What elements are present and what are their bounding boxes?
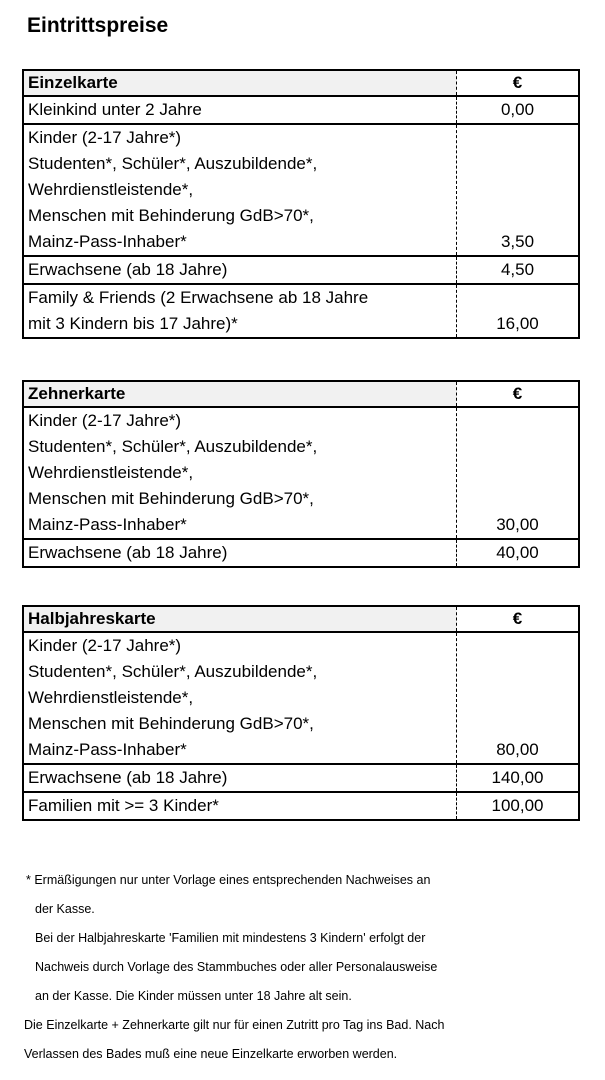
table-row	[23, 96, 579, 124]
row-line: Wehrdienstleistende*,	[28, 688, 194, 707]
row-price: 16,00	[496, 314, 539, 333]
table-row	[23, 256, 579, 284]
table-heading: Halbjahreskarte	[23, 606, 457, 632]
row-line: Studenten*, Schüler*, Auszubildende*,	[28, 662, 318, 681]
row-line: Studenten*, Schüler*, Auszubildende*,	[28, 154, 318, 173]
row-price: 3,50	[500, 232, 535, 251]
row-price: 100,00	[491, 796, 544, 815]
row-line: Mainz-Pass-Inhaber*	[28, 232, 187, 251]
row-description	[23, 284, 457, 338]
row-price: 4,50	[500, 260, 535, 279]
row-line: Studenten*, Schüler*, Auszubildende*,	[28, 437, 318, 456]
row-line: Wehrdienstleistende*,	[28, 463, 194, 482]
table-header-row	[23, 381, 579, 407]
row-description	[23, 96, 457, 124]
table-header-row	[23, 606, 579, 632]
row-description	[23, 124, 457, 256]
row-line: Menschen mit Behinderung GdB>70*,	[28, 206, 314, 225]
table-heading: Zehnerkarte	[23, 381, 457, 407]
row-line: Family & Friends (2 Erwachsene ab 18 Jahre	[28, 288, 369, 307]
row-line: Familien mit >= 3 Kinder*	[28, 796, 219, 815]
row-line: Kinder (2-17 Jahre*)	[28, 128, 182, 147]
footnotes	[26, 866, 586, 1069]
table-row	[23, 792, 579, 820]
row-description	[23, 764, 457, 792]
row-line: Erwachsene (ab 18 Jahre)	[28, 768, 228, 787]
footnote-line: an der Kasse. Die Kinder müssen unter 18 Jahre alt sein.	[35, 989, 352, 1003]
row-description	[23, 407, 457, 539]
row-price: 30,00	[496, 515, 539, 534]
currency-header: €	[457, 70, 580, 96]
page-title: Eintrittspreise	[27, 14, 169, 37]
row-price: 80,00	[496, 740, 539, 759]
row-price: 40,00	[496, 543, 539, 562]
row-line: Kinder (2-17 Jahre*)	[28, 411, 182, 430]
footnote-line: Nachweis durch Vorlage des Stammbuches oder aller Personalausweise	[35, 960, 438, 974]
table-row	[23, 284, 579, 338]
footnote-line: * Ermäßigungen nur unter Vorlage eines entsprechenden Nachweises an	[26, 873, 431, 887]
row-line: Mainz-Pass-Inhaber*	[28, 515, 187, 534]
footnote-line: Die Einzelkarte + Zehnerkarte gilt nur für einen Zutritt pro Tag ins Bad. Nach	[24, 1018, 445, 1032]
row-line: Erwachsene (ab 18 Jahre)	[28, 260, 228, 279]
row-line: Wehrdienstleistende*,	[28, 180, 194, 199]
table-row	[23, 539, 579, 567]
row-line: Erwachsene (ab 18 Jahre)	[28, 543, 228, 562]
row-line: Menschen mit Behinderung GdB>70*,	[28, 489, 314, 508]
row-price: 140,00	[491, 768, 544, 787]
row-description	[23, 632, 457, 764]
footnote-line: Bei der Halbjahreskarte 'Familien mit mindestens 3 Kindern' erfolgt der	[35, 931, 426, 945]
footnote-line: der Kasse.	[35, 902, 95, 916]
currency-header: €	[457, 606, 580, 632]
row-description	[23, 792, 457, 820]
footnote-line: Verlassen des Bades muß eine neue Einzelkarte erworben werden.	[24, 1047, 398, 1061]
row-line: Kleinkind unter 2 Jahre	[28, 100, 202, 119]
table-heading: Einzelkarte	[23, 70, 457, 96]
row-price: 0,00	[500, 100, 535, 119]
price-table-einzelkarte	[22, 69, 580, 339]
row-description	[23, 256, 457, 284]
price-table-zehnerkarte	[22, 380, 580, 568]
row-line: Menschen mit Behinderung GdB>70*,	[28, 714, 314, 733]
table-row	[23, 124, 579, 256]
currency-header: €	[457, 381, 580, 407]
row-description	[23, 539, 457, 567]
table-header-row	[23, 70, 579, 96]
table-row	[23, 407, 579, 539]
row-line: Kinder (2-17 Jahre*)	[28, 636, 182, 655]
row-line: mit 3 Kindern bis 17 Jahre)*	[28, 314, 238, 333]
price-table-halbjahreskarte	[22, 605, 580, 821]
row-line: Mainz-Pass-Inhaber*	[28, 740, 187, 759]
table-row	[23, 632, 579, 764]
table-row	[23, 764, 579, 792]
